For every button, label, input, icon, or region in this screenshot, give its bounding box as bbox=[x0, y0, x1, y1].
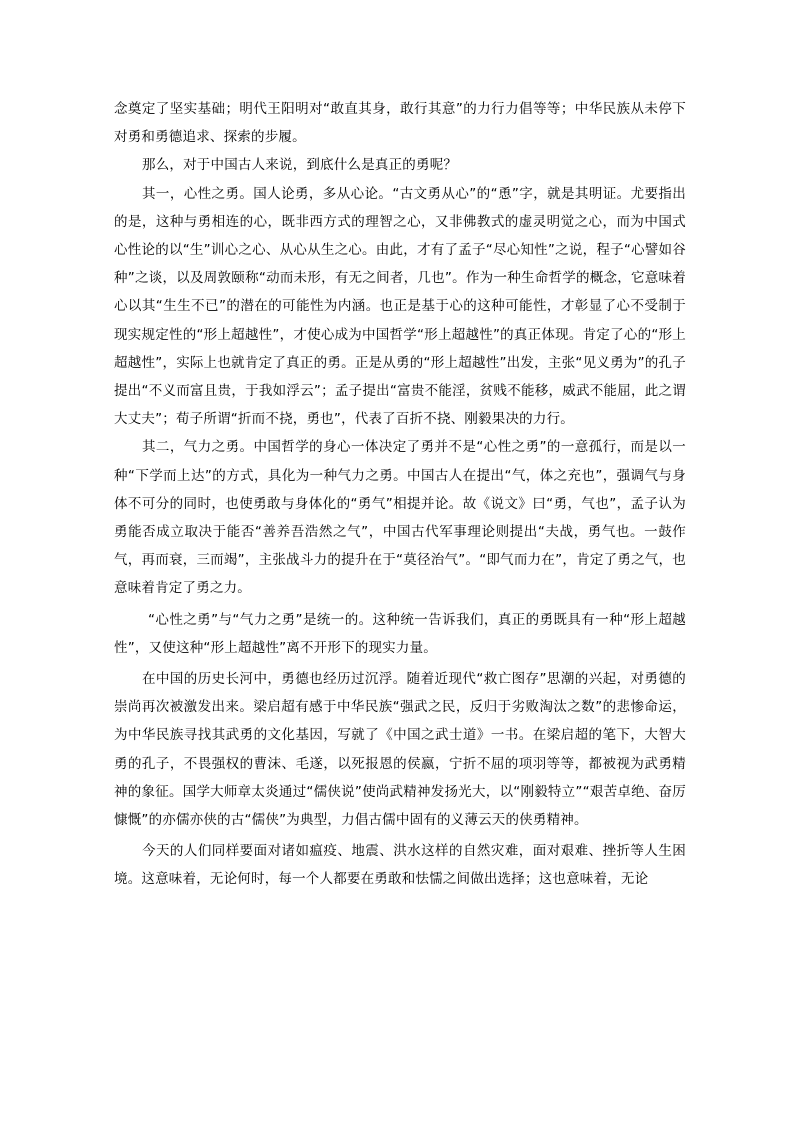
paragraph-continuation: 念奠定了坚实基础；明代王阳明对“敢直其身，敢行其意”的力行力倡等等；中华民族从未停下对勇和勇德追求、探索的步履。 bbox=[114, 101, 686, 146]
article-body bbox=[114, 95, 686, 894]
paragraph-today: 今天的人们同样要面对诸如瘟疫、地震、洪水这样的自然灾难，面对艰难、挫折等人生困境。这意味着，无论何时，每一个人都要在勇敢和怯懦之间做出选择；这也意味着，无论 bbox=[114, 843, 686, 888]
paragraph-mind-courage: 其一，心性之勇。国人论勇，多从心论。“古文勇从心”的“恿”字，就是其明证。尤要指出的是，这种与勇相连的心，既非西方式的理智之心，又非佛教式的虚灵明觉之心，而为中国式心性论的以“生”训心之心、从心从生之心。由此，才有了孟子“尽心知性”之说，程子“心譬如谷种”之谈，以及周敦颐称“动而未形，有无之间者，几也”。作为一种生命哲学的概念，它意味着心以其“生生不已”的潜在的可能性为内涵。也正是基于心的这种可能性，才彰显了心不受制于现实规定性的“形上超越性”，才使心成为中国哲学“形上超越性”的真正体现。肯定了心的“形上超越性”，实际上也就肯定了真正的勇。正是从勇的“形上超越性”出发，主张“见义勇为”的孔子提出“不义而富且贵，于我如浮云”；孟子提出“富贵不能淫，贫贱不能移，威武不能屈，此之谓大丈夫”；荀子所谓“折而不挠，勇也”，代表了百折不挠、刚毅果决的力行。 bbox=[114, 185, 686, 428]
paragraph-unity: “心性之勇”与“气力之勇”是统一的。这种统一告诉我们，真正的勇既具有一种“形上超越性”，又使这种“形上超越性”离不开形下的现实力量。 bbox=[114, 611, 686, 656]
paragraph-history: 在中国的历史长河中，勇德也经历过沉浮。随着近现代“救亡图存”思潮的兴起，对勇德的崇尚再次被激发出来。梁启超有感于中华民族“强武之民，反归于劣败淘汰之数”的悲惨命运，为中华民族寻找其武勇的文化基因，写就了《中国之武士道》一书。在梁启超的笔下，大智大勇的孔子，不畏强权的曹沫、毛遂，以死报恩的侯嬴，宁折不屈的项羽等等，都被视为武勇精神的象征。国学大师章太炎通过“儒侠说”使尚武精神发扬光大，以“刚毅特立”“艰苦卓绝、奋厉慷慨”的亦儒亦侠的古“儒侠”为典型，力倡古儒中固有的义薄云天的侠勇精神。 bbox=[114, 671, 686, 829]
paragraph-question: 那么，对于中国古人来说，到底什么是真正的勇呢？ bbox=[142, 157, 458, 174]
paragraph-qi-courage: 其二，气力之勇。中国哲学的身心一体决定了勇并不是“心性之勇”的一意孤行，而是以一种“下学而上达”的方式，具化为一种气力之勇。中国古人在提出“气，体之充也”，强调气与身体不可分的同时，也使勇敢与身体化的“勇气”相提并论。故《说文》曰“勇，气也”，孟子认为勇能否成立取决于能否“善养吾浩然之气”，中国古代军事理论则提出“夫战，勇气也。一鼓作气，再而衰，三而竭”，主张战斗力的提升在于“莫径治气”。“即气而力在”，肯定了勇之气，也意味着肯定了勇之力。 bbox=[114, 439, 686, 597]
